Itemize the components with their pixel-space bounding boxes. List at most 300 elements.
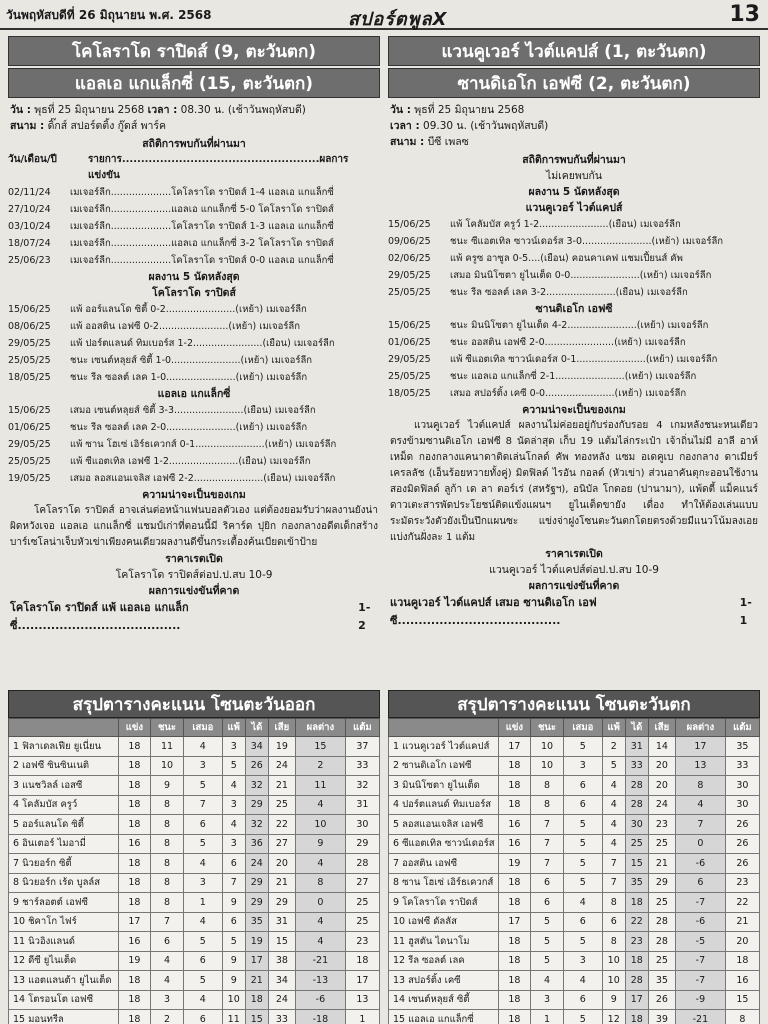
stat-cell: 15 — [625, 854, 648, 874]
stat-cell: 23 — [345, 932, 379, 952]
column-header: แข่ง — [499, 719, 531, 737]
stat-cell: 18 — [119, 776, 151, 796]
stat-cell: 0 — [676, 834, 726, 854]
stat-cell: 18 — [625, 1010, 648, 1024]
stat-cell: 18 — [725, 951, 759, 971]
list-item: 18/07/24 เมเจอร์ลีก....................แอลเอ แกแล็กซี่ 3-2 โคโลราโด ราปิดส์ — [8, 238, 334, 249]
match-day: พุธที่ 25 มิถุนายน 2568 — [34, 104, 145, 116]
stat-cell: 19 — [245, 932, 268, 952]
stat-cell: 35 — [245, 912, 268, 932]
stat-cell: 8 — [676, 776, 726, 796]
stat-cell: 1 — [530, 1010, 563, 1024]
predict-title: ผลการแข่งขันที่คาด — [528, 580, 620, 592]
stat-cell: 5 — [530, 912, 563, 932]
list-item: 02/06/25 แพ้ ครูซ อาซูล 0-5....(เยือน) คอนคาเคฟ แชมเปี้ยนส์ คัพ — [388, 253, 683, 264]
stat-cell: 26 — [648, 990, 675, 1010]
table-row — [9, 873, 380, 893]
stat-cell: 30 — [345, 815, 379, 835]
team-name-cell: 11 ฮูสตัน ไดนาโม — [389, 932, 499, 952]
stat-cell: 4 — [602, 776, 625, 796]
stat-cell: 33 — [625, 756, 648, 776]
stat-cell: 27 — [345, 873, 379, 893]
standings-west — [388, 690, 760, 1024]
team-name-cell: 10 ชิคาโก ไฟร์ — [9, 912, 119, 932]
stat-cell: 33 — [345, 756, 379, 776]
table-row — [9, 1010, 380, 1024]
list-item: 15/06/25 แพ้ ออร์แลนโด ซิตี้ 0-2.......................(เหย้า) เมเจอร์ลีก — [8, 304, 307, 315]
odds-title: ราคาเรตเปิด — [545, 548, 603, 560]
stat-cell: 22 — [625, 912, 648, 932]
last5-title: ผลงาน 5 นัดหลังสุด — [148, 271, 240, 283]
stat-cell: 18 — [499, 873, 531, 893]
stat-cell: 20 — [648, 756, 675, 776]
stat-cell: 27 — [268, 834, 295, 854]
stat-cell: 4 — [184, 912, 222, 932]
stat-cell: 18 — [499, 893, 531, 913]
predict-text: แวนคูเวอร์ ไวต์แคปส์ เสมอ ซานดิเอโก เอฟซี....................................... — [390, 596, 597, 627]
match-venue: บีซี เพลซ — [427, 136, 469, 148]
h2h-title: สถิติการพบกันที่ผ่านมา — [522, 154, 626, 166]
match-day: พุธที่ 25 มิถุนายน 2568 — [414, 104, 525, 116]
team-name-cell: 3 แนชวิลล์ เอสซี — [9, 776, 119, 796]
standings-east-title: สรุปตารางคะแนน โซนตะวันออก — [8, 690, 380, 718]
standings-west-title: สรุปตารางคะแนน โซนตะวันตก — [388, 690, 760, 718]
stat-cell: 30 — [725, 795, 759, 815]
stat-cell: 18 — [499, 990, 531, 1010]
stat-cell: 5 — [222, 756, 245, 776]
team-name-cell: 11 นิวอิงแลนด์ — [9, 932, 119, 952]
stat-cell: 3 — [564, 951, 602, 971]
stat-cell: 18 — [119, 795, 151, 815]
stat-cell: 9 — [150, 776, 183, 796]
stat-cell: 3 — [222, 834, 245, 854]
stat-cell: 10 — [602, 971, 625, 991]
stat-cell: 3 — [564, 756, 602, 776]
column-header — [9, 719, 119, 737]
stat-cell: 17 — [676, 737, 726, 757]
column-header: แข่ง — [119, 719, 151, 737]
predict-title: ผลการแข่งขันที่คาด — [148, 585, 240, 597]
stat-cell: 19 — [268, 737, 295, 757]
venue-label: สนาม : — [390, 136, 425, 148]
team-name-cell: 7 นิวยอร์ก ซิตี้ — [9, 854, 119, 874]
stat-cell: 15 — [245, 1010, 268, 1024]
team-name-cell: 14 เซนต์หลุยส์ ซิตี้ — [389, 990, 499, 1010]
stat-cell: 4 — [530, 971, 563, 991]
standings-table — [388, 718, 760, 1024]
stat-cell: 10 — [296, 815, 346, 835]
list-item: 29/05/25 เสมอ มินนิโซตา ยูไนเต็ด 0-0.......................(เหย้า) เมเจอร์ลีก — [388, 270, 712, 281]
stat-cell: 18 — [119, 1010, 151, 1024]
stat-cell: 13 — [345, 990, 379, 1010]
stat-cell: 20 — [268, 854, 295, 874]
stat-cell: 7 — [602, 873, 625, 893]
stat-cell: 3 — [222, 795, 245, 815]
day-label: วัน : — [10, 104, 31, 116]
column-header: ชนะ — [530, 719, 563, 737]
list-item: 18/05/25 เสมอ สปอร์ติ้ง เคซี 0-0.......................(เหย้า) เมเจอร์ลีก — [388, 388, 687, 399]
stat-cell: 12 — [602, 1010, 625, 1024]
predicted-result — [388, 594, 760, 630]
stat-cell: 5 — [564, 834, 602, 854]
stat-cell: 18 — [499, 776, 531, 796]
stat-cell: 24 — [648, 795, 675, 815]
team2-name: ซานดิเอโก เอฟซี — [535, 303, 613, 315]
stat-cell: 21 — [648, 854, 675, 874]
stat-cell: 4 — [150, 971, 183, 991]
stat-cell: 5 — [564, 815, 602, 835]
stat-cell: 32 — [245, 776, 268, 796]
stat-cell: 18 — [625, 951, 648, 971]
stat-cell: -9 — [676, 990, 726, 1010]
stat-cell: 18 — [499, 932, 531, 952]
team1-form-list — [388, 216, 760, 301]
standings-table — [8, 718, 380, 1024]
team2-form-list — [388, 317, 760, 402]
stat-cell: 38 — [268, 951, 295, 971]
stat-cell: -7 — [676, 971, 726, 991]
stat-cell: 5 — [602, 756, 625, 776]
stat-cell: 28 — [648, 912, 675, 932]
h2h-head-comp: รายการ....................................................ผลการแข่งขัน — [87, 154, 349, 181]
stat-cell: 1 — [345, 1010, 379, 1024]
stat-cell: 31 — [625, 737, 648, 757]
team-name-cell: 6 ซีแอตเทิล ซาวน์เดอร์ส — [389, 834, 499, 854]
table-row — [9, 795, 380, 815]
home-team-banner: แวนคูเวอร์ ไวต์แคปส์ (1, ตะวันตก) — [388, 36, 760, 66]
team-name-cell: 7 ออสติน เอฟซี — [389, 854, 499, 874]
stat-cell: 6 — [564, 776, 602, 796]
predict-score: 1-1 — [739, 596, 752, 627]
team-name-cell: 10 เอฟซี ดัลลัส — [389, 912, 499, 932]
stat-cell: 19 — [119, 951, 151, 971]
stat-cell: 28 — [625, 776, 648, 796]
team1-name: แวนคูเวอร์ ไวต์แคปส์ — [525, 202, 623, 214]
stat-cell: 5 — [564, 873, 602, 893]
column-header: แพ้ — [602, 719, 625, 737]
team-name-cell: 14 โตรอนโต เอฟซี — [9, 990, 119, 1010]
match-info — [8, 100, 380, 136]
stat-cell: 39 — [648, 1010, 675, 1024]
table-row — [9, 854, 380, 874]
stat-cell: -21 — [296, 951, 346, 971]
stat-cell: 5 — [222, 932, 245, 952]
team-name-cell: 3 มินนิโซตา ยูไนเต็ด — [389, 776, 499, 796]
column-header: ได้ — [625, 719, 648, 737]
h2h-head-date: วัน/เดือน/ปี — [8, 154, 57, 165]
column-header: เสมอ — [184, 719, 222, 737]
column-header: เสมอ — [564, 719, 602, 737]
match-preview-left — [8, 36, 380, 635]
stat-cell: 18 — [119, 893, 151, 913]
table-row — [389, 737, 760, 757]
stat-cell: 18 — [119, 756, 151, 776]
team-name-cell: 13 สปอร์ติ้ง เคซี — [389, 971, 499, 991]
stat-cell: 2 — [602, 737, 625, 757]
stat-cell: 7 — [676, 815, 726, 835]
team-name-cell: 9 ชาร์ลอตต์ เอฟซี — [9, 893, 119, 913]
stat-cell: 4 — [676, 795, 726, 815]
away-team-banner: แอลเอ แกแล็กซี่ (15, ตะวันตก) — [8, 68, 380, 98]
predict-score: 1-2 — [358, 601, 371, 632]
predicted-result — [8, 599, 380, 635]
stat-cell: 6 — [530, 873, 563, 893]
stat-cell: 9 — [296, 834, 346, 854]
predict-text: โคโลราโด ราปิดส์ แพ้ แอลเอ แกแล็กซี่....................................... — [10, 601, 189, 632]
stat-cell: 18 — [245, 990, 268, 1010]
stat-cell: 20 — [648, 776, 675, 796]
stat-cell: 6 — [564, 912, 602, 932]
stat-cell: 5 — [184, 776, 222, 796]
stat-cell: 10 — [530, 756, 563, 776]
stat-cell: 29 — [268, 893, 295, 913]
table-header — [389, 719, 760, 737]
stat-cell: 18 — [499, 1010, 531, 1024]
stat-cell: 17 — [245, 951, 268, 971]
stat-cell: 16 — [725, 971, 759, 991]
stat-cell: 17 — [499, 737, 531, 757]
column-header: เสีย — [268, 719, 295, 737]
stat-cell: 10 — [602, 951, 625, 971]
stat-cell: 4 — [296, 854, 346, 874]
h2h-title: สถิติการพบกันที่ผ่านมา — [142, 138, 246, 150]
table-row — [389, 1010, 760, 1024]
stat-cell: 3 — [530, 990, 563, 1010]
table-row — [9, 971, 380, 991]
page-number: 13 — [729, 2, 760, 27]
stat-cell: 19 — [499, 854, 531, 874]
stat-cell: 25 — [345, 912, 379, 932]
stat-cell: 10 — [222, 990, 245, 1010]
stat-cell: 31 — [268, 912, 295, 932]
stat-cell: 9 — [222, 893, 245, 913]
column-header — [389, 719, 499, 737]
analysis-title: ความน่าจะเป็นของเกม — [522, 404, 626, 416]
stat-cell: 18 — [119, 873, 151, 893]
stat-cell: 6 — [184, 815, 222, 835]
stat-cell: 5 — [564, 932, 602, 952]
stat-cell: 23 — [648, 815, 675, 835]
stat-cell: 10 — [150, 756, 183, 776]
team-name-cell: 8 นิวยอร์ก เร้ด บูลล์ส — [9, 873, 119, 893]
stat-cell: 18 — [119, 854, 151, 874]
stat-cell: 17 — [625, 990, 648, 1010]
stat-cell: 17 — [119, 912, 151, 932]
stat-cell: 9 — [222, 951, 245, 971]
stat-cell: -13 — [296, 971, 346, 991]
match-preview-right — [388, 36, 760, 630]
stat-cell: 2 — [150, 1010, 183, 1024]
stat-cell: 6 — [222, 912, 245, 932]
team2-name: แอลเอ แกแล็กซี่ — [157, 388, 231, 400]
stat-cell: 3 — [184, 756, 222, 776]
stat-cell: 24 — [245, 854, 268, 874]
stat-cell: 16 — [119, 932, 151, 952]
stat-cell: 4 — [296, 795, 346, 815]
stat-cell: -6 — [676, 912, 726, 932]
table-row — [9, 951, 380, 971]
stat-cell: 6 — [676, 873, 726, 893]
stat-cell: 15 — [296, 737, 346, 757]
table-row — [389, 873, 760, 893]
team-name-cell: 5 ออร์แลนโด ซิตี้ — [9, 815, 119, 835]
match-time: 08.30 น. (เช้าวันพฤหัสบดี) — [180, 104, 306, 116]
stat-cell: 6 — [184, 1010, 222, 1024]
stat-cell: 29 — [245, 873, 268, 893]
stat-cell: 29 — [345, 834, 379, 854]
list-item: 25/05/25 แพ้ ซีแอตเทิล เอฟซี 1-2.......................(เยือน) เมเจอร์ลีก — [8, 456, 311, 467]
stat-cell: 18 — [119, 971, 151, 991]
issue-date: วันพฤหัสบดีที่ 26 มิถุนายน พ.ศ. 2568 — [6, 8, 212, 22]
team-name-cell: 1 แวนคูเวอร์ ไวต์แคปส์ — [389, 737, 499, 757]
stat-cell: 29 — [245, 795, 268, 815]
table-row — [9, 834, 380, 854]
table-row — [389, 971, 760, 991]
team-name-cell: 2 เอฟซี ซินซินเนติ — [9, 756, 119, 776]
stat-cell: 6 — [602, 912, 625, 932]
table-header — [9, 719, 380, 737]
stat-cell: 4 — [184, 737, 222, 757]
stat-cell: 8 — [150, 815, 183, 835]
list-item: 25/05/25 ชนะ รีล ซอลต์ เลค 3-2.......................(เยือน) เมเจอร์ลีก — [388, 287, 688, 298]
stat-cell: 5 — [564, 854, 602, 874]
list-item: 01/06/25 ชนะ ออสติน เอฟซี 2-0.......................(เหย้า) เมเจอร์ลีก — [388, 337, 686, 348]
stat-cell: 6 — [530, 893, 563, 913]
list-item: 09/06/25 ชนะ ซีแอตเทิล ซาวน์เดอร์ส 3-0.......................(เหย้า) เมเจอร์ลีก — [388, 236, 724, 247]
column-header: ผลต่าง — [296, 719, 346, 737]
stat-cell: 18 — [499, 795, 531, 815]
team-name-cell: 12 ดีซี ยูไนเต็ด — [9, 951, 119, 971]
stat-cell: 4 — [296, 932, 346, 952]
list-item: 29/05/25 แพ้ ซีแอตเทิล ซาวน์เดอร์ส 0-1.......................(เหย้า) เมเจอร์ลีก — [388, 354, 718, 365]
column-header: เสีย — [648, 719, 675, 737]
h2h-none: ไม่เคยพบกัน — [545, 170, 603, 182]
stat-cell: 29 — [245, 893, 268, 913]
stat-cell: 4 — [602, 834, 625, 854]
stat-cell: 8 — [296, 873, 346, 893]
list-item: 25/06/23 เมเจอร์ลีก....................โคโลราโด ราปิดส์ 0-0 แอลเอ แกแล็กซี่ — [8, 255, 334, 266]
stat-cell: 5 — [530, 932, 563, 952]
team-name-cell: 1 ฟิลาเดลเฟีย ยูเนี่ยน — [9, 737, 119, 757]
venue-label: สนาม : — [10, 120, 45, 132]
day-label: วัน : — [390, 104, 411, 116]
list-item: 15/06/25 ชนะ มินนิโซตา ยูไนเต็ด 4-2.......................(เหย้า) เมเจอร์ลีก — [388, 320, 709, 331]
stat-cell: 8 — [150, 854, 183, 874]
stat-cell: 17 — [345, 971, 379, 991]
team-name-cell: 15 แอลเอ แกแล็กซี่ — [389, 1010, 499, 1024]
list-item: 02/11/24 เมเจอร์ลีก....................โคโลราโด ราปิดส์ 1-4 แอลเอ แกแล็กซี่ — [8, 187, 334, 198]
stat-cell: 11 — [150, 737, 183, 757]
table-row — [9, 990, 380, 1010]
stat-cell: 35 — [725, 737, 759, 757]
stat-cell: 10 — [530, 737, 563, 757]
stat-cell: 16 — [499, 815, 531, 835]
stat-cell: 5 — [184, 971, 222, 991]
stat-cell: 22 — [725, 893, 759, 913]
team2-form-list — [8, 402, 380, 487]
stat-cell: 3 — [222, 737, 245, 757]
table-row — [9, 815, 380, 835]
stat-cell: -21 — [676, 1010, 726, 1024]
stat-cell: 11 — [222, 1010, 245, 1024]
stat-cell: -6 — [676, 854, 726, 874]
stat-cell: 28 — [625, 971, 648, 991]
stat-cell: 9 — [602, 990, 625, 1010]
stat-cell: 23 — [725, 873, 759, 893]
list-item: 19/05/25 เสมอ ลอสแอนเจลิส เอฟซี 2-2.......................(เยือน) เมเจอร์ลีก — [8, 473, 336, 484]
stat-cell: 8 — [530, 776, 563, 796]
stat-cell: 4 — [184, 854, 222, 874]
stat-cell: 29 — [648, 873, 675, 893]
stat-cell: 2 — [296, 756, 346, 776]
stat-cell: 18 — [119, 737, 151, 757]
list-item: 01/06/25 ชนะ รีล ซอลต์ เลค 2-0.......................(เหย้า) เมเจอร์ลีก — [8, 422, 308, 433]
analysis-title: ความน่าจะเป็นของเกม — [142, 489, 246, 501]
stat-cell: 16 — [499, 834, 531, 854]
stat-cell: 8 — [150, 795, 183, 815]
column-header: แต้ม — [725, 719, 759, 737]
stat-cell: 18 — [499, 971, 531, 991]
stat-cell: 26 — [725, 834, 759, 854]
stat-cell: 7 — [602, 854, 625, 874]
stat-cell: 6 — [564, 990, 602, 1010]
stat-cell: 4 — [222, 815, 245, 835]
stat-cell: 7 — [530, 815, 563, 835]
odds-title: ราคาเรตเปิด — [165, 553, 223, 565]
table-row — [9, 893, 380, 913]
stat-cell: 4 — [602, 795, 625, 815]
stat-cell: 18 — [119, 990, 151, 1010]
stat-cell: 14 — [648, 737, 675, 757]
stat-cell: 4 — [602, 815, 625, 835]
team-name-cell: 12 รีล ซอลต์ เลค — [389, 951, 499, 971]
table-row — [389, 776, 760, 796]
stat-cell: -18 — [296, 1010, 346, 1024]
team-name-cell: 15 มอนทรีล — [9, 1010, 119, 1024]
stat-cell: 35 — [648, 971, 675, 991]
stat-cell: 6 — [184, 951, 222, 971]
stat-cell: 35 — [625, 873, 648, 893]
stat-cell: 1 — [184, 893, 222, 913]
stat-cell: 32 — [245, 815, 268, 835]
team-name-cell: 4 ปอร์ตแลนด์ ทิมเบอร์ส — [389, 795, 499, 815]
stat-cell: 4 — [222, 776, 245, 796]
stat-cell: 23 — [625, 932, 648, 952]
stat-cell: 5 — [184, 932, 222, 952]
stat-cell: 21 — [725, 912, 759, 932]
h2h-header — [8, 152, 380, 184]
stat-cell: 4 — [150, 951, 183, 971]
stat-cell: 4 — [564, 971, 602, 991]
stat-cell: 32 — [345, 776, 379, 796]
stat-cell: 18 — [345, 951, 379, 971]
stat-cell: 24 — [268, 756, 295, 776]
stat-cell: 8 — [530, 795, 563, 815]
match-venue: ดิ๊กส์ สปอร์ตติ้ง กู๊ดส์ พาร์ค — [47, 120, 167, 132]
stat-cell: 7 — [184, 795, 222, 815]
stat-cell: 6 — [564, 795, 602, 815]
team-name-cell: 8 ซาน โฮเซ่ เอิร์ธเควกส์ — [389, 873, 499, 893]
table-row — [389, 912, 760, 932]
stat-cell: 15 — [268, 932, 295, 952]
stat-cell: 5 — [564, 737, 602, 757]
table-row — [9, 776, 380, 796]
stat-cell: 22 — [268, 815, 295, 835]
stat-cell: 8 — [725, 1010, 759, 1024]
time-label: เวลา : — [147, 104, 178, 116]
list-item: 25/05/25 ชนะ แอลเอ แกแล็กซี่ 2-1.......................(เหย้า) เมเจอร์ลีก — [388, 371, 697, 382]
column-header: แต้ม — [345, 719, 379, 737]
